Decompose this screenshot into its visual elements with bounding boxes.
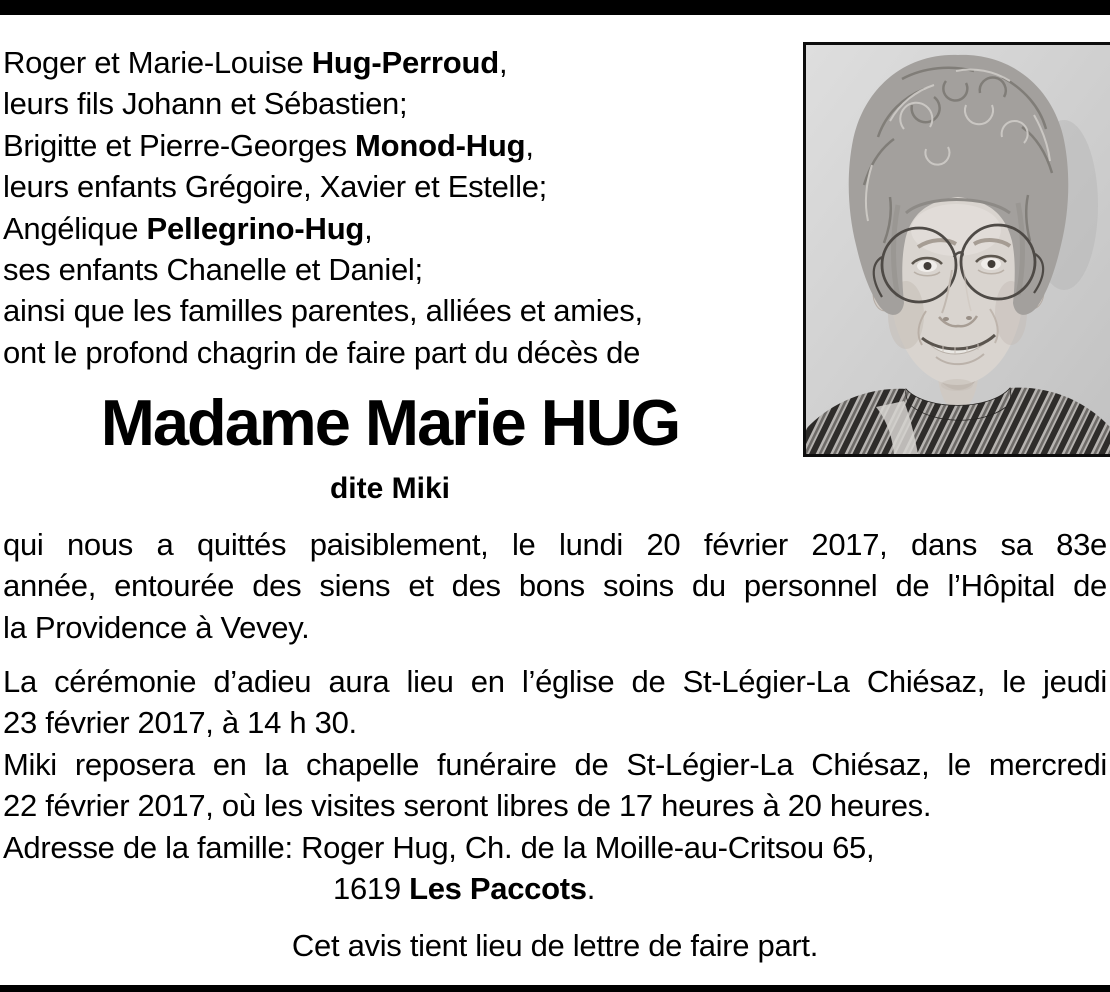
- portrait-photo: [803, 42, 1110, 457]
- ceremony-details-paragraph: [3, 661, 1107, 909]
- family-line-text: ,: [364, 210, 373, 246]
- family-line: [3, 125, 798, 166]
- family-name-bold: Monod-Hug: [355, 127, 526, 163]
- family-line-text: Brigitte et Pierre-Georges: [3, 127, 355, 163]
- postal-code: 1619: [333, 871, 410, 907]
- family-line: [3, 290, 798, 331]
- family-address-line: Adresse de la famille: Roger Hug, Ch. de la Moille-au-Critsou 65,: [3, 829, 875, 865]
- locality-punctuation: .: [586, 871, 596, 907]
- paragraph-line: qui nous a quittés paisiblement, le lundi 20 février 2017, dans sa 83e: [3, 527, 1107, 562]
- death-details-paragraph: [3, 524, 1107, 648]
- deceased-name-title: Madame Marie HUG: [100, 386, 680, 459]
- bottom-divider-bar: [0, 985, 1110, 992]
- family-line-text: ont le profond chagrin de faire part du décès de: [3, 334, 641, 370]
- family-line-text: Angélique: [3, 210, 147, 246]
- family-name-bold: Pellegrino-Hug: [146, 210, 365, 246]
- family-line-text: ,: [498, 45, 508, 80]
- family-line-text: leurs enfants Grégoire, Xavier et Estelle;: [3, 169, 547, 205]
- paragraph-line: la Providence à Vevey.: [3, 609, 310, 645]
- family-announcement: [3, 42, 798, 373]
- family-line: [3, 166, 798, 207]
- paragraph-line: La cérémonie d’adieu aura lieu en l’église de St-Légier-La Chiésaz, le jeudi: [3, 664, 1107, 699]
- family-line-text: ses enfants Chanelle et Daniel;: [3, 252, 423, 288]
- deceased-nickname: dite Miki: [329, 472, 450, 505]
- family-line: [3, 83, 798, 124]
- family-line-text: Roger et Marie-Louise: [3, 45, 312, 80]
- paragraph-line: 22 février 2017, où les visites seront libres de 17 heures à 20 heures.: [3, 788, 932, 824]
- family-line-text: leurs fils Johann et Sébastien;: [3, 86, 408, 122]
- family-line-text: ,: [525, 127, 534, 163]
- family-line: [3, 332, 798, 373]
- top-divider-bar: [0, 0, 1110, 15]
- paragraph-line: année, entourée des siens et des bons soins du personnel de l’Hôpital de: [3, 568, 1107, 604]
- closing-statement: Cet avis tient lieu de lettre de faire part.: [291, 928, 819, 963]
- family-line: [3, 42, 798, 83]
- family-line: [3, 208, 798, 249]
- family-address-locality: [3, 868, 1107, 909]
- family-name-bold: Hug-Perroud: [311, 45, 499, 80]
- paragraph-line: Miki reposera en la chapelle funéraire de St-Légier-La Chiésaz, le mercredi: [3, 746, 1107, 782]
- portrait-illustration: [806, 45, 1110, 454]
- family-line-text: ainsi que les familles parentes, alliées et amies,: [3, 293, 643, 329]
- family-line: [3, 249, 798, 290]
- paragraph-line: 23 février 2017, à 14 h 30.: [3, 705, 357, 741]
- locality-bold: Les Paccots: [409, 871, 587, 907]
